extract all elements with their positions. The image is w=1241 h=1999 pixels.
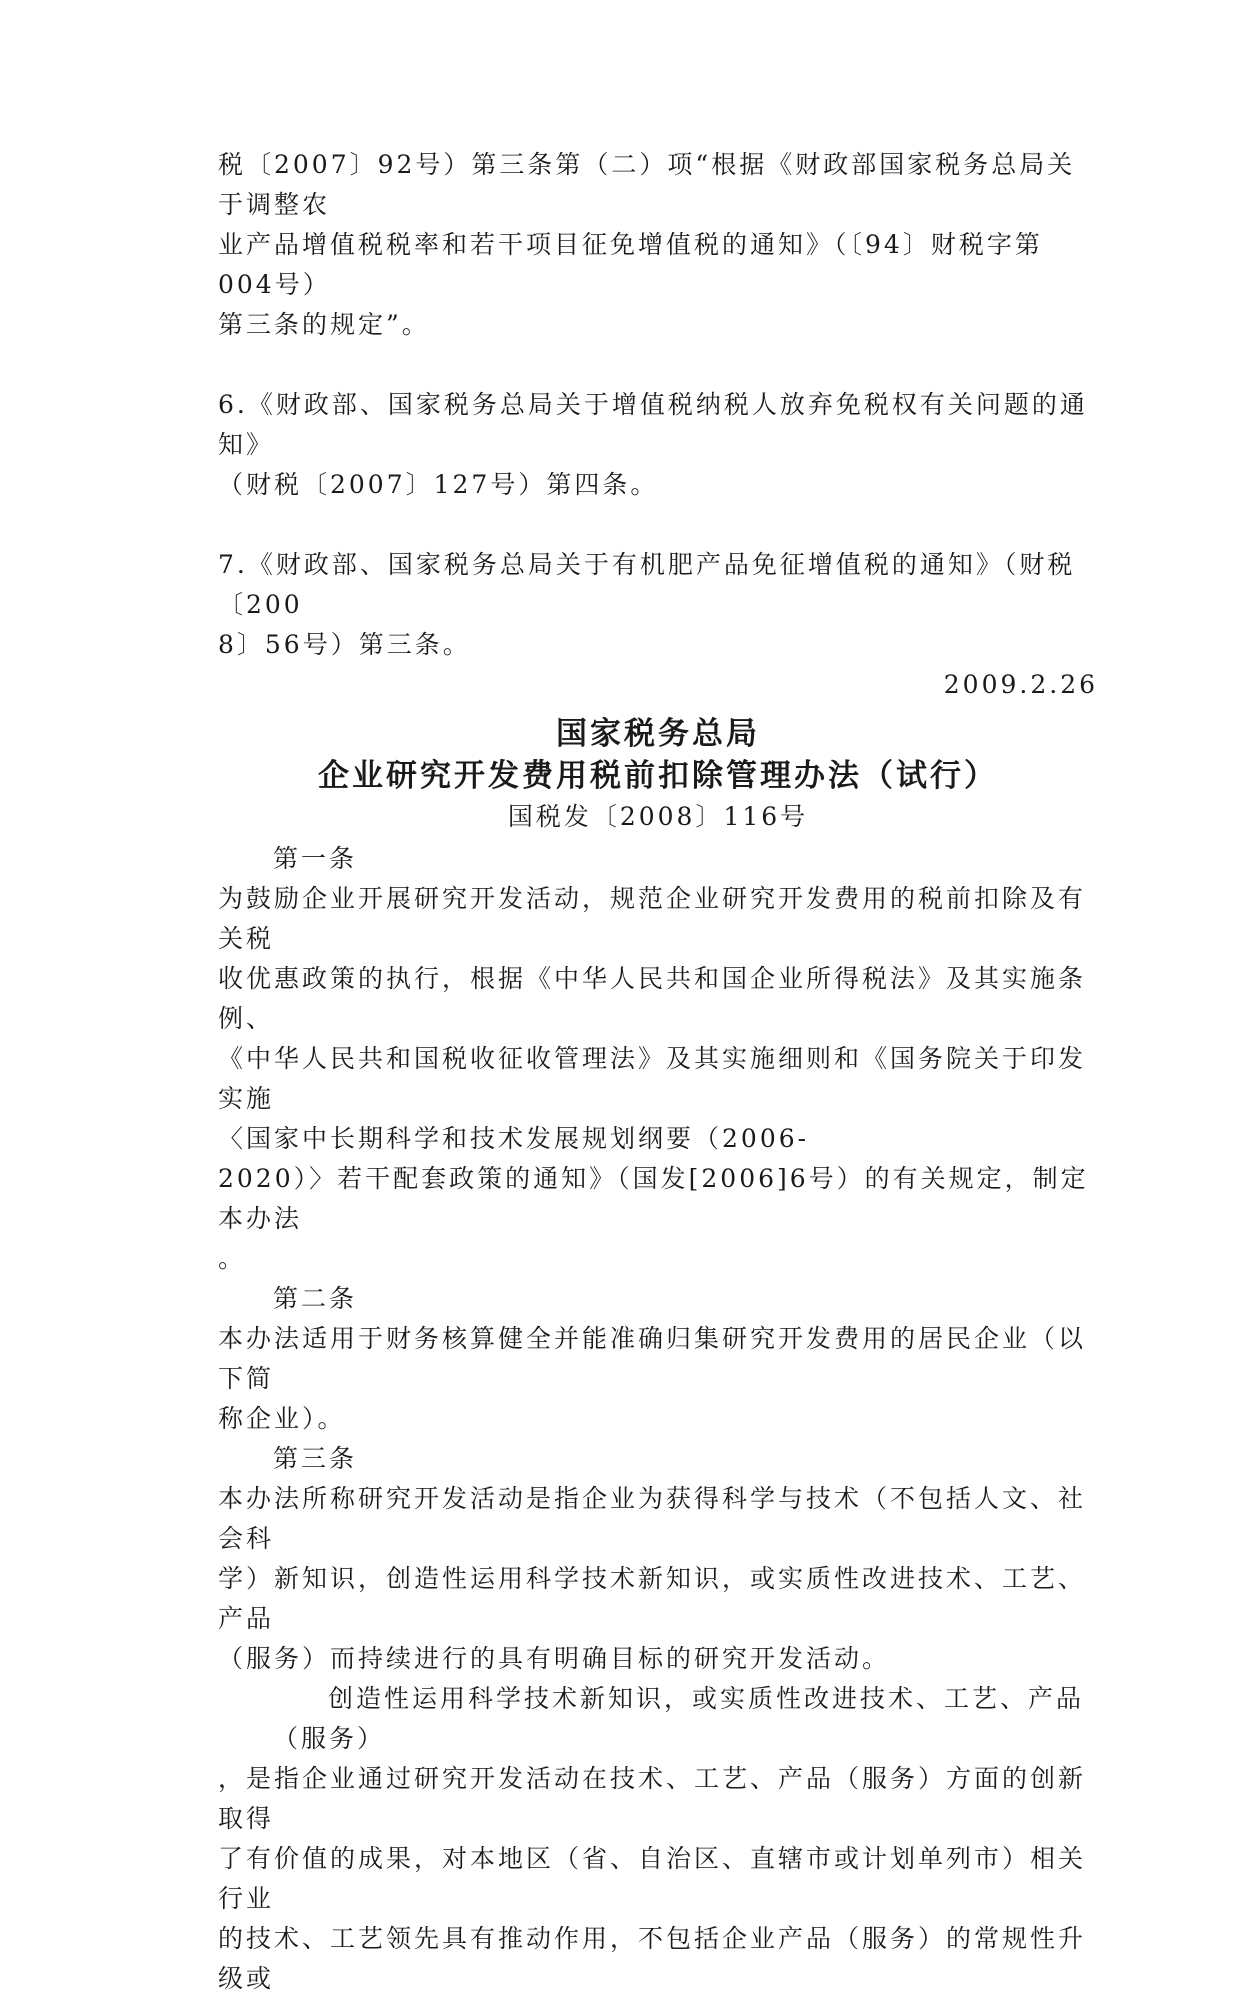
article-3-heading: 第三条: [273, 1444, 358, 1473]
text-line: 本办法所称研究开发活动是指企业为获得科学与技术（不包括人文、社会科: [218, 1484, 1087, 1553]
text-line: 为鼓励企业开展研究开发活动，规范企业研究开发费用的税前扣除及有关税: [218, 884, 1087, 953]
text-line: 收优惠政策的执行，根据《中华人民共和国企业所得税法》及其实施条例、: [218, 964, 1087, 1033]
text-line: （财税〔2007〕127号）第四条。: [218, 470, 659, 499]
text-line: 第三条的规定”。: [218, 310, 430, 339]
document-number: 国税发〔2008〕116号: [507, 802, 809, 831]
issuer-title: 国家税务总局: [556, 716, 760, 752]
text-line: 8〕56号）第三条。: [218, 630, 471, 659]
text-line: 。: [218, 1244, 247, 1273]
article-1-body: [218, 879, 1098, 1279]
text-line: 业产品增值税税率和若干项目征免增值税的通知》（〔94〕财税字第004号）: [218, 230, 1043, 299]
paragraph-6: [218, 385, 1098, 505]
document-title: 企业研究开发费用税前扣除管理办法（试行）: [318, 758, 998, 794]
paragraph-5-continued: [218, 145, 1098, 345]
text-line: 税〔2007〕92号）第三条第（二）项“根据《财政部国家税务总局关于调整农: [218, 150, 1076, 219]
text-line: 6.《财政部、国家税务总局关于增值税纳税人放弃免税权有关问题的通知》: [218, 390, 1088, 459]
text-line: 了有价值的成果，对本地区（省、自治区、直辖市或计划单列市）相关行业: [218, 1844, 1087, 1913]
text-line: 的技术、工艺领先具有推动作用，不包括企业产品（服务）的常规性升级或: [218, 1924, 1087, 1993]
article-2-body: [218, 1319, 1098, 1439]
text-line: 《中华人民共和国税收征收管理法》及其实施细则和《国务院关于印发实施: [218, 1044, 1087, 1113]
text-line: 7.《财政部、国家税务总局关于有机肥产品免征增值税的通知》（财税〔200: [218, 550, 1076, 619]
paragraph-7: [218, 545, 1098, 665]
text-line: ，是指企业通过研究开发活动在技术、工艺、产品（服务）方面的创新取得: [218, 1764, 1087, 1833]
text-line: 学）新知识，创造性运用科学技术新知识，或实质性改进技术、工艺、产品: [218, 1564, 1087, 1633]
article-3-body: [218, 1479, 1098, 1679]
paragraph-gap: [218, 505, 1098, 545]
paragraph-gap: [218, 345, 1098, 385]
article-3-continuation: [218, 1679, 1098, 1999]
article-1-heading: 第一条: [273, 844, 358, 873]
text-line: 〈国家中长期科学和技术发展规划纲要（2006-: [218, 1124, 810, 1153]
text-line: 称企业）。: [218, 1404, 346, 1433]
text-line: 2020）〉若干配套政策的通知》（国发[2006]6号）的有关规定，制定本办法: [218, 1164, 1089, 1233]
document-body: [218, 145, 1098, 1999]
text-line: （服务）而持续进行的具有明确目标的研究开发活动。: [218, 1644, 891, 1673]
publish-date: 2009.2.26: [943, 670, 1098, 699]
text-line: 本办法适用于财务核算健全并能准确归集研究开发费用的居民企业（以下简: [218, 1324, 1087, 1393]
article-2-heading: 第二条: [273, 1284, 358, 1313]
text-line: 创造性运用科学技术新知识，或实质性改进技术、工艺、产品（服务）: [273, 1684, 1085, 1753]
